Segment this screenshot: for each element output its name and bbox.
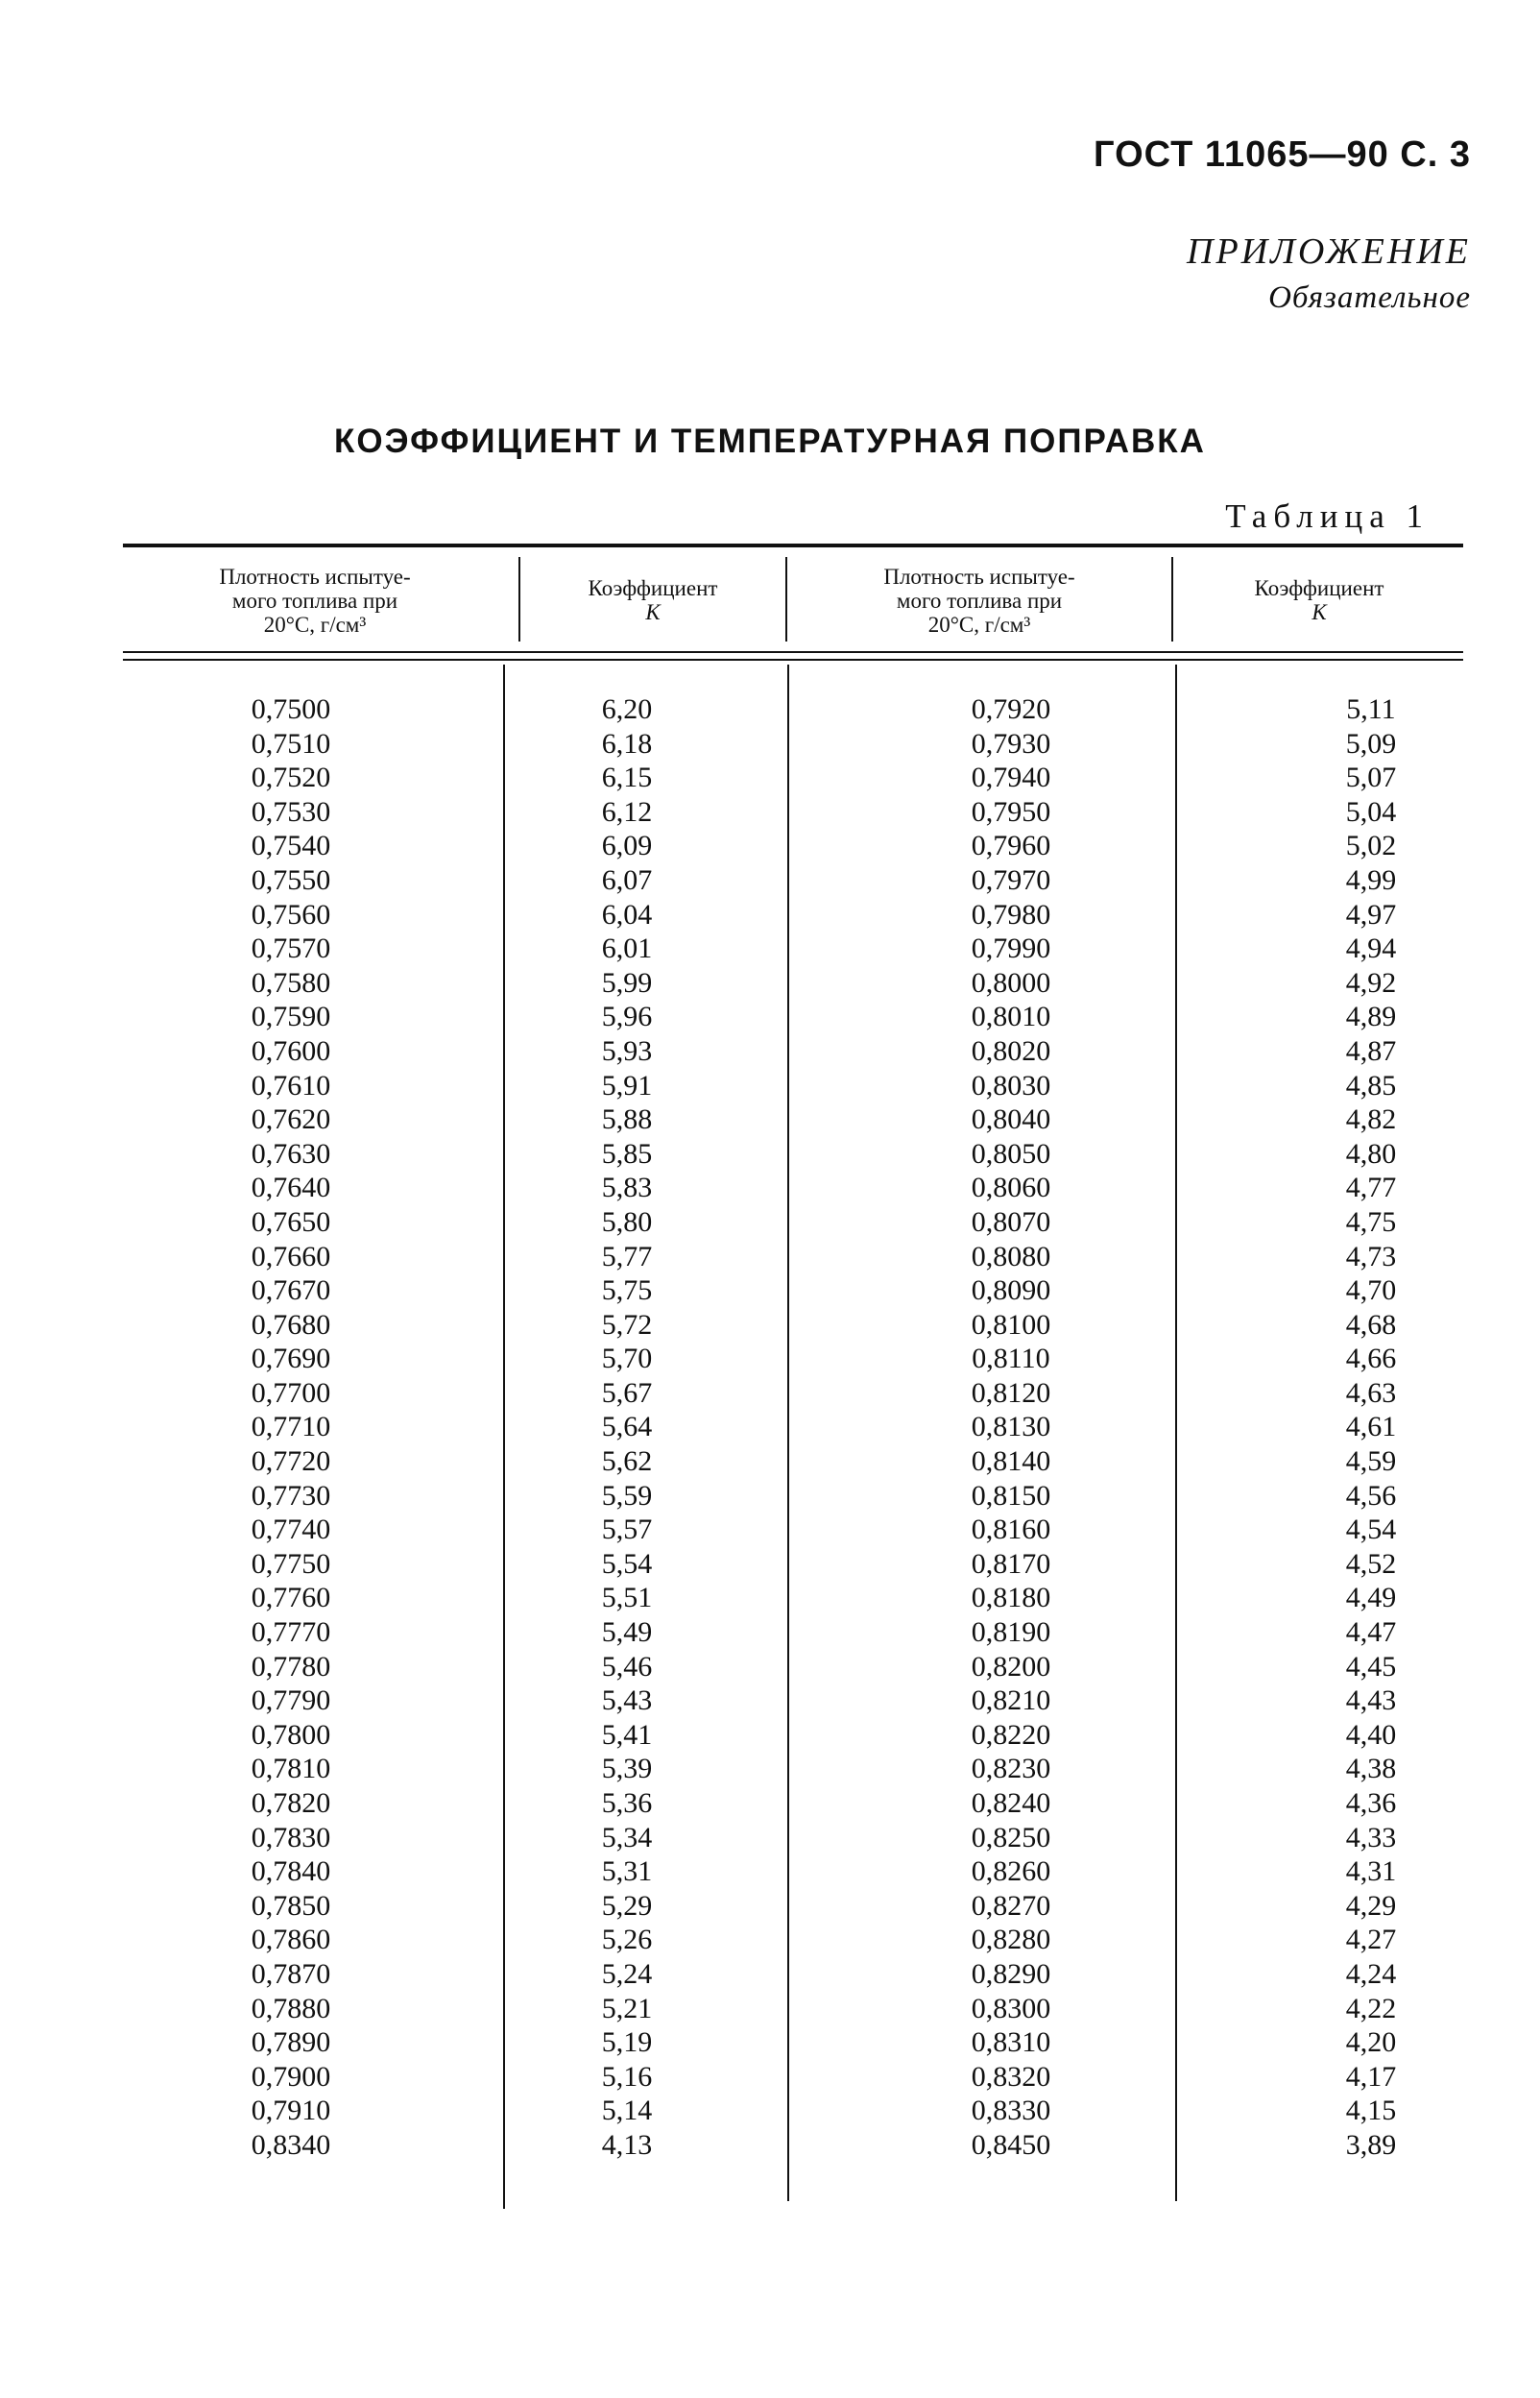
table-cell: 5,77 [601, 1240, 653, 1272]
table-cell: 0,8280 [971, 1924, 1051, 1956]
table-cell: 0,7670 [251, 1274, 331, 1307]
table-cell: 0,8120 [971, 1376, 1051, 1409]
table-cell: 0,8070 [971, 1205, 1051, 1238]
table-cell: 0,7880 [251, 1992, 331, 2024]
table-cell: 0,8210 [971, 1684, 1051, 1717]
header-rule-double [123, 659, 1463, 661]
table-cell: 5,51 [601, 1582, 653, 1614]
table-cell: 5,57 [601, 1514, 653, 1546]
table-cell: 0,8190 [971, 1616, 1051, 1649]
table-cell: 0,8150 [971, 1479, 1051, 1512]
table-cell: 0,7570 [251, 933, 331, 965]
table-cell: 5,11 [1346, 693, 1396, 725]
table-cell: 5,19 [601, 2026, 653, 2059]
table-cell: 4,33 [1345, 1821, 1397, 1853]
table-cell: 0,7660 [251, 1240, 331, 1272]
table-cell: 0,7560 [251, 898, 331, 931]
table-cell: 4,56 [1345, 1479, 1397, 1512]
table-cell: 0,7500 [251, 693, 331, 725]
table-cell: 4,13 [601, 2128, 653, 2161]
table-cell: 0,7910 [251, 2095, 331, 2127]
table-cell: 4,15 [1345, 2095, 1397, 2127]
table-cell: 0,7510 [251, 727, 331, 760]
table-cell: 0,8090 [971, 1274, 1051, 1307]
table-cell: 0,8100 [971, 1308, 1051, 1341]
table-cell: 0,8200 [971, 1650, 1051, 1683]
table-cell: 4,70 [1345, 1274, 1397, 1307]
table-cell: 4,31 [1345, 1855, 1397, 1888]
table-cell: 4,24 [1345, 1957, 1397, 1990]
table-cell: 4,47 [1345, 1616, 1397, 1649]
table-cell: 0,7920 [971, 693, 1051, 725]
table-cell: 6,20 [601, 693, 653, 725]
table-cell: 4,40 [1345, 1718, 1397, 1751]
table-cell: 5,24 [601, 1957, 653, 1990]
table-cell: 5,72 [601, 1308, 653, 1341]
table-cell: 4,82 [1345, 1103, 1397, 1136]
table-cell: 4,87 [1345, 1034, 1397, 1067]
table-cell: 0,8300 [971, 1992, 1051, 2024]
header-divider [785, 557, 787, 642]
table-cell: 0,7790 [251, 1684, 331, 1717]
table-cell: 0,8340 [251, 2128, 331, 2161]
table-cell: 0,8230 [971, 1753, 1051, 1785]
appendix-status: Обязательное [1268, 280, 1471, 315]
table-cell: 5,02 [1345, 830, 1397, 862]
table-cell: 0,8110 [972, 1343, 1050, 1375]
table-cell: 4,49 [1345, 1582, 1397, 1614]
table-cell: 0,7710 [251, 1411, 331, 1443]
table-cell: 5,91 [601, 1069, 653, 1102]
table-cell: 0,8250 [971, 1821, 1051, 1853]
table-cell: 0,7720 [251, 1445, 331, 1478]
table-cell: 0,7860 [251, 1924, 331, 1956]
table-cell: 0,8050 [971, 1137, 1051, 1170]
table-cell: 5,96 [601, 1001, 653, 1033]
table-cell: 5,80 [601, 1205, 653, 1238]
table-cell: 0,7890 [251, 2026, 331, 2059]
table-cell: 4,17 [1345, 2060, 1397, 2093]
table-cell: 4,99 [1345, 863, 1397, 896]
table-cell: 4,97 [1345, 898, 1397, 931]
table-cell: 6,07 [601, 863, 653, 896]
table-cell: 5,36 [601, 1787, 653, 1819]
document-title: КОЭФФИЦИЕНТ И ТЕМПЕРАТУРНАЯ ПОПРАВКА [334, 423, 1206, 460]
table-cell: 4,77 [1345, 1172, 1397, 1204]
table-cell: 4,54 [1345, 1514, 1397, 1546]
appendix-block [1187, 230, 1471, 316]
table-cell: 0,8330 [971, 2095, 1051, 2127]
table-cell: 5,88 [601, 1103, 653, 1136]
table-cell: 0,7840 [251, 1855, 331, 1888]
table-cell: 5,09 [1345, 727, 1397, 760]
table-cell: 6,12 [601, 795, 653, 828]
table-cell: 4,66 [1345, 1343, 1397, 1375]
table-cell: 6,18 [601, 727, 653, 760]
table-cell: 0,7760 [251, 1582, 331, 1614]
table-cell: 0,7700 [251, 1376, 331, 1409]
table-cell: 4,45 [1345, 1650, 1397, 1683]
table-cell: 4,94 [1345, 933, 1397, 965]
table-cell: 0,7850 [251, 1889, 331, 1922]
table-cell: 5,67 [601, 1376, 653, 1409]
table-cell: 0,7540 [251, 830, 331, 862]
table-cell: 4,80 [1345, 1137, 1397, 1170]
table-cell: 5,83 [601, 1172, 653, 1204]
column-divider [787, 665, 789, 2201]
table-cell: 0,8140 [971, 1445, 1051, 1478]
table-cell: 4,38 [1345, 1753, 1397, 1785]
table-cell: 0,7580 [251, 966, 331, 999]
table-cell: 5,29 [601, 1889, 653, 1922]
table-cell: 5,99 [601, 966, 653, 999]
table-cell: 4,43 [1345, 1684, 1397, 1717]
table-cell: 0,7830 [251, 1821, 331, 1853]
table-cell: 0,8080 [971, 1240, 1051, 1272]
table-cell: 4,29 [1345, 1889, 1397, 1922]
table-cell: 5,14 [601, 2095, 653, 2127]
header-coef-left: Коэффициент К [588, 576, 718, 624]
table-cell: 0,7960 [971, 830, 1051, 862]
table-cell: 5,70 [601, 1343, 653, 1375]
table-cell: 4,75 [1345, 1205, 1397, 1238]
table-cell: 4,92 [1345, 966, 1397, 999]
table-cell: 5,04 [1345, 795, 1397, 828]
table-cell: 0,8290 [971, 1957, 1051, 1990]
table-cell: 0,7750 [251, 1547, 331, 1580]
table-cell: 5,21 [601, 1992, 653, 2024]
table-cell: 0,8130 [971, 1411, 1051, 1443]
table-cell: 0,8320 [971, 2060, 1051, 2093]
table-cell: 5,26 [601, 1924, 653, 1956]
table-cell: 4,85 [1345, 1069, 1397, 1102]
header-density-left: Плотность испытуе- мого топлива при 20°С, г/см³ [219, 565, 411, 637]
table-cell: 4,73 [1345, 1240, 1397, 1272]
table-cell: 0,8270 [971, 1889, 1051, 1922]
table-cell: 0,7970 [971, 863, 1051, 896]
table-cell: 4,22 [1345, 1992, 1397, 2024]
header-divider [1171, 557, 1173, 642]
table-cell: 0,7940 [971, 762, 1051, 794]
header-divider [518, 557, 520, 642]
table-cell: 0,7640 [251, 1172, 331, 1204]
table-cell: 0,7780 [251, 1650, 331, 1683]
table-cell: 0,7600 [251, 1034, 331, 1067]
table-cell: 5,62 [601, 1445, 653, 1478]
table-cell: 0,8020 [971, 1034, 1051, 1067]
table-cell: 0,7930 [971, 727, 1051, 760]
table-label: Таблица 1 [1225, 497, 1430, 535]
table-cell: 5,43 [601, 1684, 653, 1717]
table-cell: 0,7630 [251, 1137, 331, 1170]
table-cell: 5,31 [601, 1855, 653, 1888]
column-coef-left [550, 692, 704, 2163]
table-cell: 4,36 [1345, 1787, 1397, 1819]
table-cell: 0,8180 [971, 1582, 1051, 1614]
table-cell: 0,7820 [251, 1787, 331, 1819]
table-cell: 6,15 [601, 762, 653, 794]
table-cell: 5,39 [601, 1753, 653, 1785]
table-cell: 0,8450 [971, 2128, 1051, 2161]
table-cell: 5,54 [601, 1547, 653, 1580]
column-divider [1175, 665, 1177, 2201]
table-cell: 0,8040 [971, 1103, 1051, 1136]
table-cell: 5,85 [601, 1137, 653, 1170]
table-cell: 0,8030 [971, 1069, 1051, 1102]
header-rule [123, 651, 1463, 653]
table-cell: 5,16 [601, 2060, 653, 2093]
table-cell: 0,7950 [971, 795, 1051, 828]
table-cell: 5,07 [1345, 762, 1397, 794]
document-reference: ГОСТ 11065—90 С. 3 [1094, 134, 1471, 175]
table-cell: 4,59 [1345, 1445, 1397, 1478]
table-top-rule [123, 544, 1463, 547]
table-cell: 3,89 [1345, 2128, 1397, 2161]
table-cell: 4,68 [1345, 1308, 1397, 1341]
table-cell: 0,8000 [971, 966, 1051, 999]
table-cell: 0,7870 [251, 1957, 331, 1990]
appendix-label: ПРИЛОЖЕНИЕ [1187, 231, 1471, 272]
table-cell: 4,27 [1345, 1924, 1397, 1956]
table-cell: 4,20 [1345, 2026, 1397, 2059]
table-cell: 0,7800 [251, 1718, 331, 1751]
table-cell: 0,7530 [251, 795, 331, 828]
table-cell: 0,7680 [251, 1308, 331, 1341]
table-cell: 0,7980 [971, 898, 1051, 931]
table-cell: 0,8240 [971, 1787, 1051, 1819]
table-cell: 4,52 [1345, 1547, 1397, 1580]
table-cell: 5,34 [601, 1821, 653, 1853]
table-cell: 0,7520 [251, 762, 331, 794]
table-cell: 6,04 [601, 898, 653, 931]
table-cell: 0,8170 [971, 1547, 1051, 1580]
column-divider [503, 665, 505, 2209]
table-cell: 5,49 [601, 1616, 653, 1649]
table-cell: 0,7810 [251, 1753, 331, 1785]
table-cell: 4,61 [1345, 1411, 1397, 1443]
coefficient-table [123, 544, 1463, 2209]
table-cell: 6,01 [601, 933, 653, 965]
table-cell: 0,8060 [971, 1172, 1051, 1204]
table-cell: 5,46 [601, 1650, 653, 1683]
table-cell: 4,63 [1345, 1376, 1397, 1409]
table-cell: 0,7620 [251, 1103, 331, 1136]
table-cell: 5,75 [601, 1274, 653, 1307]
table-cell: 0,7610 [251, 1069, 331, 1102]
table-cell: 0,7740 [251, 1514, 331, 1546]
table-cell: 0,7590 [251, 1001, 331, 1033]
table-cell: 0,7550 [251, 863, 331, 896]
table-cell: 0,8220 [971, 1718, 1051, 1751]
table-cell: 0,7900 [251, 2060, 331, 2093]
table-cell: 0,7990 [971, 933, 1051, 965]
header-coef-right: Коэффициент К [1254, 576, 1384, 624]
table-cell: 0,8010 [971, 1001, 1051, 1033]
table-cell: 0,8310 [971, 2026, 1051, 2059]
table-cell: 5,64 [601, 1411, 653, 1443]
table-cell: 4,89 [1345, 1001, 1397, 1033]
table-cell: 0,7770 [251, 1616, 331, 1649]
table-cell: 5,59 [601, 1479, 653, 1512]
table-cell: 0,7690 [251, 1343, 331, 1375]
table-cell: 5,93 [601, 1034, 653, 1067]
table-cell: 0,8260 [971, 1855, 1051, 1888]
column-coef-right [1294, 692, 1448, 2163]
table-cell: 0,7650 [251, 1205, 331, 1238]
column-density-right [915, 692, 1107, 2163]
header-density-right: Плотность испытуе- мого топлива при 20°С, г/см³ [883, 565, 1075, 637]
table-cell: 5,41 [601, 1718, 653, 1751]
table-cell: 6,09 [601, 830, 653, 862]
table-cell: 0,7730 [251, 1479, 331, 1512]
table-cell: 0,8160 [971, 1514, 1051, 1546]
column-density-left [205, 692, 377, 2163]
